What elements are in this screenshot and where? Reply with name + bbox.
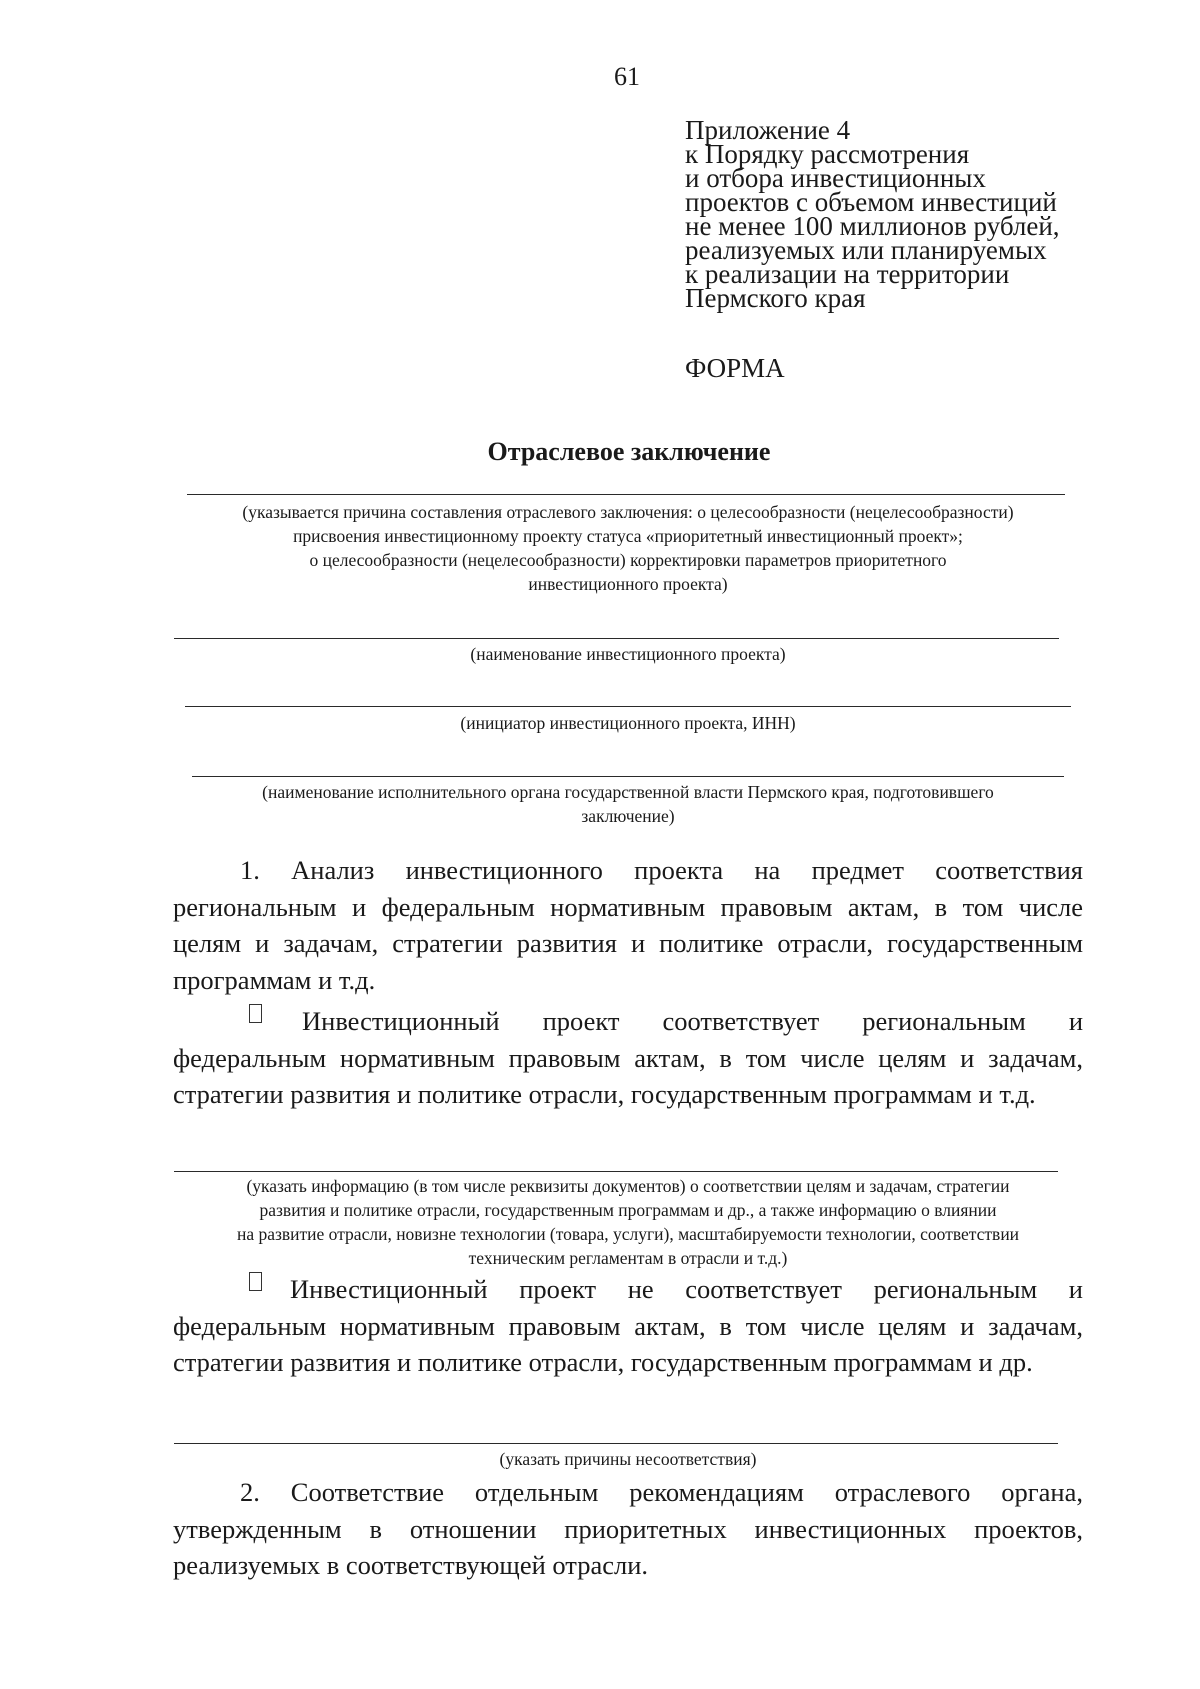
appendix-line: к реализации на территории bbox=[685, 259, 1010, 289]
document-title: Отраслевое заключение bbox=[487, 437, 771, 466]
appendix-line: Приложение 4 bbox=[685, 115, 851, 145]
initiator-fill-line bbox=[185, 706, 1071, 707]
authority-caption bbox=[172, 780, 1084, 828]
caption-line: на развитие отрасли, новизне технологии (товара, услуги), масштабируемости технологии, соответствии bbox=[236, 1224, 1020, 1244]
option-noncompliant: Инвестиционный проект не соответствует региональным и федеральным нормативным правовым актам, в том числе целям и задачам, стратегии развития и политике отрасли, государственным программам и др. bbox=[173, 1274, 1083, 1377]
caption-line: (указать информацию (в том числе реквизиты документов) о соответствии целям и задачам, стратегии bbox=[246, 1176, 1010, 1196]
appendix-line: реализуемых или планируемых bbox=[685, 235, 1047, 265]
initiator-caption: (инициатор инвестиционного проекта, ИНН) bbox=[460, 713, 796, 733]
noncompliance-caption: (указать причины несоответствия) bbox=[499, 1449, 757, 1469]
appendix-line: проектов с объемом инвестиций bbox=[685, 187, 1057, 217]
option-compliant: Инвестиционный проект соответствует региональным и федеральным нормативным правовым актам, в том числе целям и задачам, стратегии развития и политике отрасли, государственным программам и т.д. bbox=[173, 1006, 1083, 1109]
reason-fill-line bbox=[187, 494, 1065, 495]
compliance-info-fill-line bbox=[174, 1171, 1058, 1172]
appendix-line: не менее 100 миллионов рублей, bbox=[685, 211, 1060, 241]
project-name-fill-line bbox=[174, 638, 1059, 639]
caption-line: о целесообразности (нецелесообразности) корректировки параметров приоритетного bbox=[309, 550, 947, 570]
caption-line: заключение) bbox=[581, 806, 675, 826]
project-name-caption: (наименование инвестиционного проекта) bbox=[470, 644, 786, 664]
caption-line: (наименование исполнительного органа государственной власти Пермского края, подготовившего bbox=[262, 782, 994, 802]
appendix-line: и отбора инвестиционных bbox=[685, 163, 986, 193]
page-number: 61 bbox=[614, 62, 640, 91]
caption-line: техническим регламентам в отрасли и т.д.) bbox=[468, 1248, 788, 1268]
checkbox-compliant[interactable] bbox=[249, 1004, 262, 1023]
caption-line: присвоения инвестиционному проекту статуса «приоритетный инвестиционный проект»; bbox=[293, 526, 963, 546]
authority-fill-line bbox=[192, 776, 1064, 777]
caption-line: развития и политике отрасли, государственным программам и др., а также информацию о влиянии bbox=[259, 1200, 997, 1220]
checkbox-noncompliant[interactable] bbox=[249, 1272, 262, 1291]
noncompliance-fill-line bbox=[174, 1443, 1058, 1444]
caption-line: инвестиционного проекта) bbox=[528, 574, 728, 594]
appendix-reference bbox=[685, 115, 1105, 313]
section-1-paragraph: 1. Анализ инвестиционного проекта на предмет соответствия региональным и федеральным нормативным правовым актам, в том числе целям и задачам, стратегии развития и политике отрасли, государственным программам и т.д. bbox=[173, 855, 1083, 995]
caption-line: (указывается причина составления отраслевого заключения: о целесообразности (нецелесообразности) bbox=[242, 502, 1014, 522]
section-2-paragraph: 2. Соответствие отдельным рекомендациям отраслевого органа, утвержденным в отношении приоритетных инвестиционных проектов, реализуемых в соответствующей отрасли. bbox=[173, 1477, 1083, 1580]
appendix-line: к Порядку рассмотрения bbox=[685, 139, 970, 169]
form-label: ФОРМА bbox=[685, 353, 785, 383]
reason-caption bbox=[172, 500, 1084, 596]
appendix-line: Пермского края bbox=[685, 283, 866, 313]
compliance-info-caption bbox=[172, 1174, 1084, 1270]
